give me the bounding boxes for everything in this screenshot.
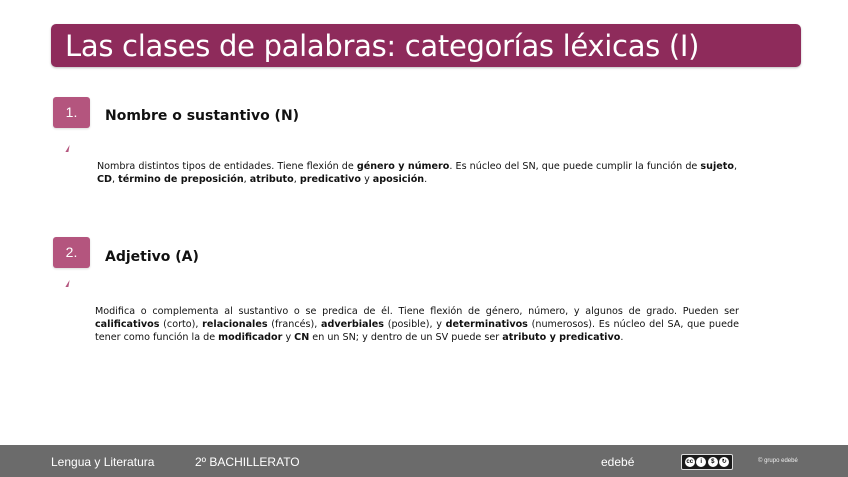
- text-run: y: [361, 174, 373, 185]
- bold-term: modificador: [218, 332, 283, 343]
- bold-term: atributo: [249, 174, 294, 185]
- text-run: Modifica o complementa al sustantivo o se predica de él. Tiene flexión de género, número, y algunos de grado. Pueden ser: [95, 306, 739, 317]
- text-run: ,: [733, 161, 737, 172]
- text-run: ,: [243, 174, 250, 185]
- slide-title: Las clases de palabras: categorías léxicas (I): [65, 28, 700, 63]
- bold-term: calificativos: [95, 319, 160, 330]
- text-run: .: [620, 332, 624, 343]
- bold-term: género y número: [356, 161, 450, 172]
- nc-icon: $: [708, 457, 718, 467]
- text-run: (numerosos). Es núcleo del SA, que puede tener como función la de: [95, 319, 740, 343]
- section-heading-noun: Nombre o sustantivo (N): [105, 108, 300, 124]
- cc-icon: cc: [686, 459, 694, 465]
- bullet-icon: [65, 280, 69, 287]
- section-number-badge: 2.: [53, 237, 90, 268]
- text-run: en un SN; y dentro de un SV puede ser: [309, 332, 503, 343]
- creative-commons-icon: [681, 454, 733, 470]
- bold-term: atributo y predicativo: [502, 332, 621, 343]
- text-run: y: [282, 332, 295, 343]
- footer-level: 2º BACHILLERATO: [195, 455, 300, 469]
- section-heading-adjective: Adjetivo (A): [105, 249, 199, 265]
- text-run: ,: [112, 174, 119, 185]
- text-run: ,: [293, 174, 300, 185]
- bold-term: CD: [97, 174, 113, 185]
- bullet-icon: [65, 145, 69, 152]
- footer-bar: [0, 445, 848, 477]
- bold-term: aposición: [372, 174, 425, 185]
- bold-term: adverbiales: [321, 319, 384, 330]
- bold-term: relacionales: [202, 319, 268, 330]
- text-run: .: [424, 174, 428, 185]
- text-run: (francés),: [267, 319, 322, 330]
- text-run: . Es núcleo del SN, que puede cumplir la función de: [449, 161, 701, 172]
- sa-icon: ↻: [719, 457, 729, 467]
- text-run: (corto),: [159, 319, 203, 330]
- by-icon: i: [696, 457, 706, 467]
- footer-subject: Lengua y Literatura: [51, 455, 155, 469]
- bold-term: predicativo: [299, 174, 362, 185]
- bold-term: determinativos: [445, 319, 528, 330]
- section-paragraph-noun: [97, 160, 737, 186]
- title-bar: [51, 24, 801, 67]
- section-paragraph-adjective: [95, 305, 739, 344]
- footer-copyright: © grupo edebé: [758, 458, 798, 464]
- bold-term: sujeto: [700, 161, 734, 172]
- footer-brand-logo: edebé: [601, 455, 635, 469]
- bold-term: término de preposición: [118, 174, 244, 185]
- text-run: (posible), y: [383, 319, 446, 330]
- section-number-badge: 1.: [53, 97, 90, 128]
- text-run: Nombra distintos tipos de entidades. Tiene flexión de: [97, 161, 357, 172]
- bold-term: CN: [294, 332, 310, 343]
